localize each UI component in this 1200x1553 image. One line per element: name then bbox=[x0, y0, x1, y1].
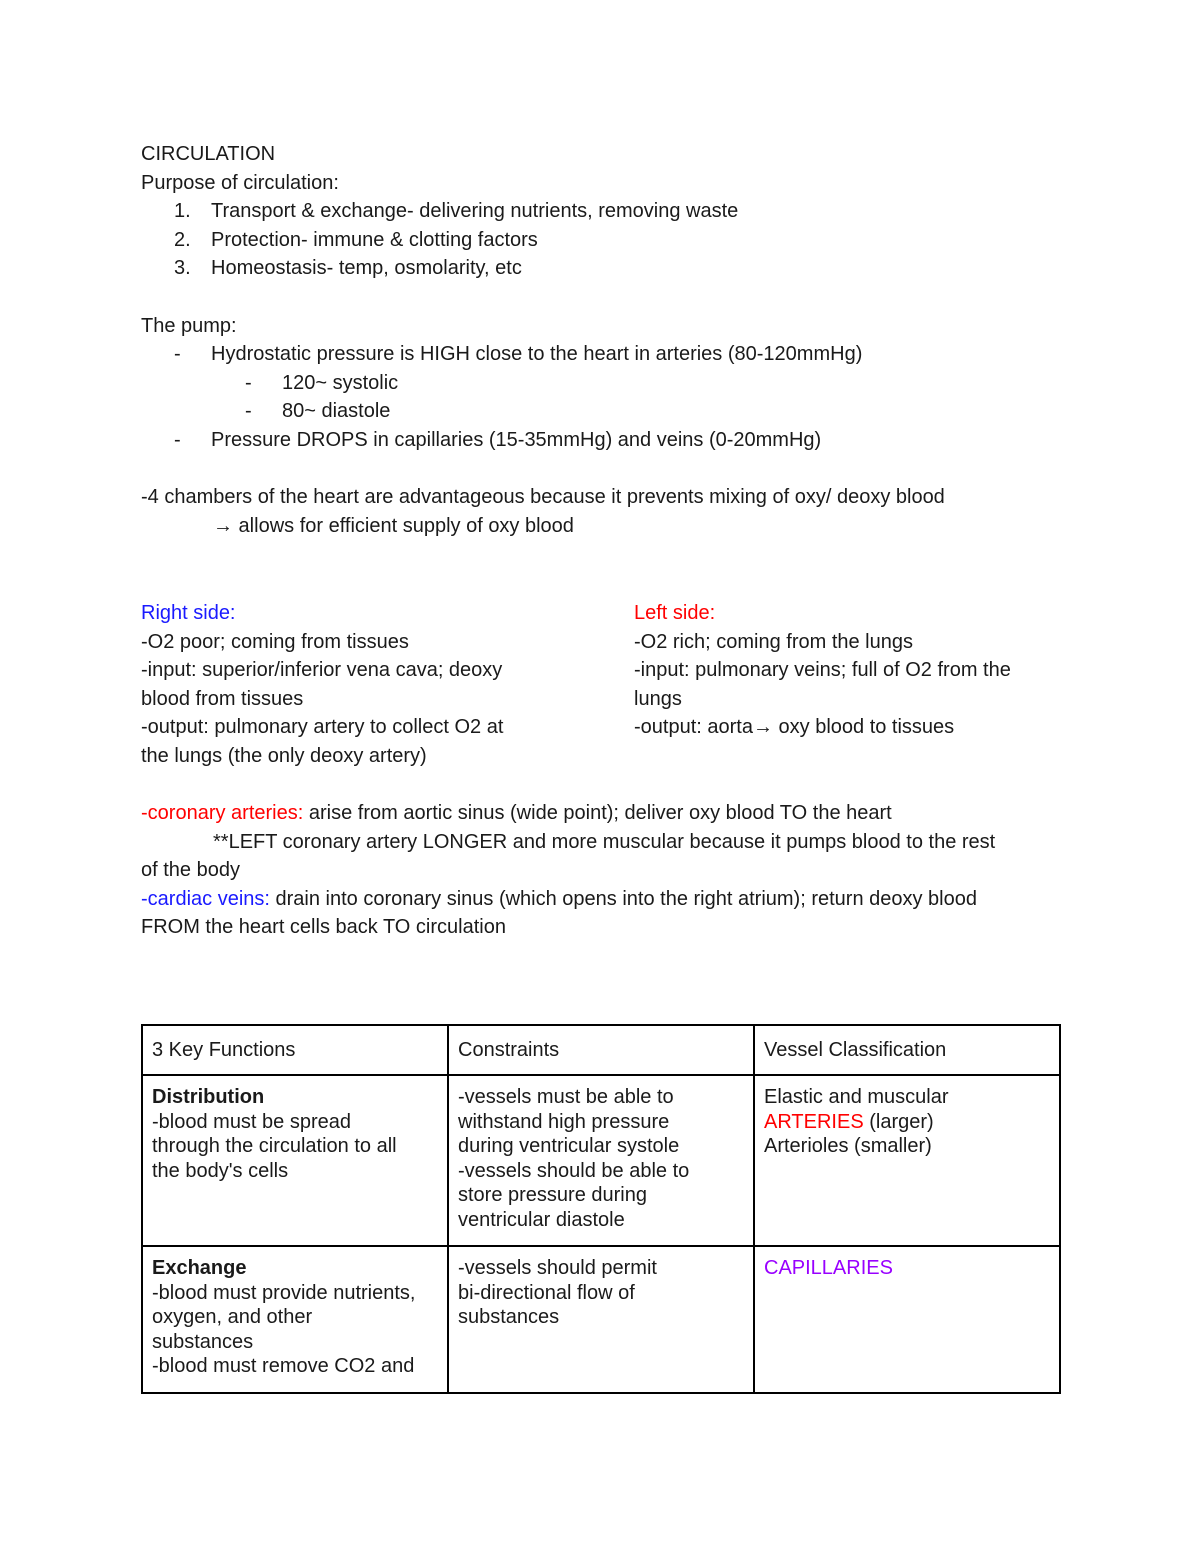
coronary-term: coronary arteries: bbox=[147, 802, 304, 824]
list-number: 2. bbox=[174, 228, 191, 251]
purpose-heading: Purpose of circulation: bbox=[141, 171, 339, 194]
cell-line: -vessels must be able to bbox=[458, 1086, 674, 1108]
cell-line: -blood must remove CO2 and bbox=[152, 1355, 415, 1377]
right-side-line: -input: superior/inferior vena cava; deoxy bbox=[141, 659, 503, 681]
cell-line: oxygen, and other bbox=[152, 1306, 313, 1328]
cell-line: during ventricular systole bbox=[458, 1135, 680, 1157]
cardiac-term: cardiac veins: bbox=[147, 887, 270, 910]
arteries-term: ARTERIES bbox=[764, 1110, 864, 1133]
right-side-heading: Right side: bbox=[141, 602, 236, 624]
chambers-line: -4 chambers of the heart are advantageous because it prevents mixing of oxy/ deoxy blood bbox=[141, 486, 945, 508]
functions-table bbox=[141, 1024, 1061, 1394]
coronary-dash: - bbox=[141, 802, 148, 824]
right-side-line: -O2 poor; coming from tissues bbox=[141, 630, 409, 653]
pump-subitem-1 bbox=[141, 369, 1061, 398]
list-bullet: - bbox=[174, 343, 181, 365]
list-text: Hydrostatic pressure is HIGH close to the heart in arteries (80-120mmHg) bbox=[211, 343, 863, 365]
list-number: 1. bbox=[174, 200, 191, 222]
table-cell-classification bbox=[754, 1075, 1060, 1246]
pump-subitem-2 bbox=[141, 397, 1061, 426]
left-side-heading: Left side: bbox=[634, 602, 716, 624]
coronary-note-cont: of the body bbox=[141, 859, 240, 881]
right-side-column bbox=[141, 599, 634, 770]
list-text: 80~ diastole bbox=[282, 400, 391, 422]
coronary-note: **LEFT coronary artery LONGER and more muscular because it pumps blood to the rest bbox=[213, 830, 996, 853]
list-text: Transport & exchange- delivering nutrients, removing waste bbox=[211, 200, 739, 222]
cell-line: withstand high pressure bbox=[458, 1110, 670, 1133]
pump-item-1 bbox=[141, 340, 1061, 369]
pump-heading: The pump: bbox=[141, 314, 237, 337]
cardiac-text: drain into coronary sinus (which opens into the right atrium); return deoxy blood bbox=[269, 887, 977, 910]
function-title: Distribution bbox=[152, 1086, 265, 1108]
table-cell-classification bbox=[754, 1246, 1060, 1393]
list-bullet: - bbox=[245, 400, 252, 422]
cell-line: Elastic and muscular bbox=[764, 1086, 949, 1108]
left-side-line: -output: aorta→ oxy blood to tissues bbox=[634, 716, 955, 738]
pump-item-2 bbox=[141, 426, 1061, 455]
cardiac-dash: - bbox=[141, 887, 148, 910]
notes-body bbox=[141, 140, 1061, 942]
cell-line: substances bbox=[152, 1330, 254, 1353]
table-row bbox=[142, 1075, 1060, 1246]
purpose-item-1 bbox=[141, 197, 1061, 226]
left-side-column bbox=[634, 599, 1061, 770]
cell-line: substances bbox=[458, 1306, 560, 1328]
cardiac-line-cont: FROM the heart cells back TO circulation bbox=[141, 916, 506, 938]
table-cell-constraints bbox=[448, 1246, 754, 1393]
list-text: Protection- immune & clotting factors bbox=[211, 228, 538, 251]
cell-line: -blood must be spread bbox=[152, 1110, 352, 1133]
right-side-line: blood from tissues bbox=[141, 687, 304, 710]
table-cell-function bbox=[142, 1246, 448, 1393]
purpose-item-3 bbox=[141, 254, 1061, 283]
cell-line: the body's cells bbox=[152, 1159, 289, 1182]
list-number: 3. bbox=[174, 257, 191, 279]
purpose-item-2 bbox=[141, 226, 1061, 255]
list-bullet: - bbox=[174, 428, 181, 451]
coronary-line bbox=[141, 799, 1061, 828]
cell-line bbox=[764, 1110, 1051, 1135]
list-text: Homeostasis- temp, osmolarity, etc bbox=[211, 257, 522, 279]
chambers-arrow-line: → allows for efficient supply of oxy blood bbox=[213, 514, 574, 537]
cell-line: -blood must provide nutrients, bbox=[152, 1281, 416, 1304]
document-title: CIRCULATION bbox=[141, 143, 276, 165]
table-header: 3 Key Functions bbox=[142, 1025, 448, 1075]
function-title: Exchange bbox=[152, 1257, 247, 1279]
left-side-line: lungs bbox=[634, 687, 682, 710]
list-text: Pressure DROPS in capillaries (15-35mmHg) and veins (0-20mmHg) bbox=[211, 428, 822, 451]
table-cell-function bbox=[142, 1075, 448, 1246]
right-side-line: -output: pulmonary artery to collect O2 at bbox=[141, 716, 504, 738]
cell-line: -vessels should be able to bbox=[458, 1159, 690, 1182]
arteries-note: (larger) bbox=[863, 1110, 934, 1133]
cell-line: store pressure during bbox=[458, 1184, 647, 1206]
table-cell-constraints bbox=[448, 1075, 754, 1246]
coronary-text: arise from aortic sinus (wide point); deliver oxy blood TO the heart bbox=[303, 802, 892, 824]
cell-line: through the circulation to all bbox=[152, 1135, 397, 1157]
cardiac-line bbox=[141, 885, 1061, 914]
table-header: Constraints bbox=[448, 1025, 754, 1075]
left-side-line: -input: pulmonary veins; full of O2 from the bbox=[634, 659, 1011, 681]
capillaries-term: CAPILLARIES bbox=[764, 1257, 893, 1279]
cell-line: -vessels should permit bbox=[458, 1257, 657, 1279]
cell-line: ventricular diastole bbox=[458, 1208, 625, 1231]
table-row bbox=[142, 1246, 1060, 1393]
list-text: 120~ systolic bbox=[282, 371, 399, 394]
list-bullet: - bbox=[245, 371, 252, 394]
table-header: Vessel Classification bbox=[754, 1025, 1060, 1075]
cell-line: bi-directional flow of bbox=[458, 1281, 635, 1304]
table-header-row bbox=[142, 1025, 1060, 1075]
left-side-line: -O2 rich; coming from the lungs bbox=[634, 630, 913, 653]
heart-sides bbox=[141, 599, 1061, 770]
right-side-line: the lungs (the only deoxy artery) bbox=[141, 744, 427, 767]
cell-line: Arterioles (smaller) bbox=[764, 1135, 932, 1157]
